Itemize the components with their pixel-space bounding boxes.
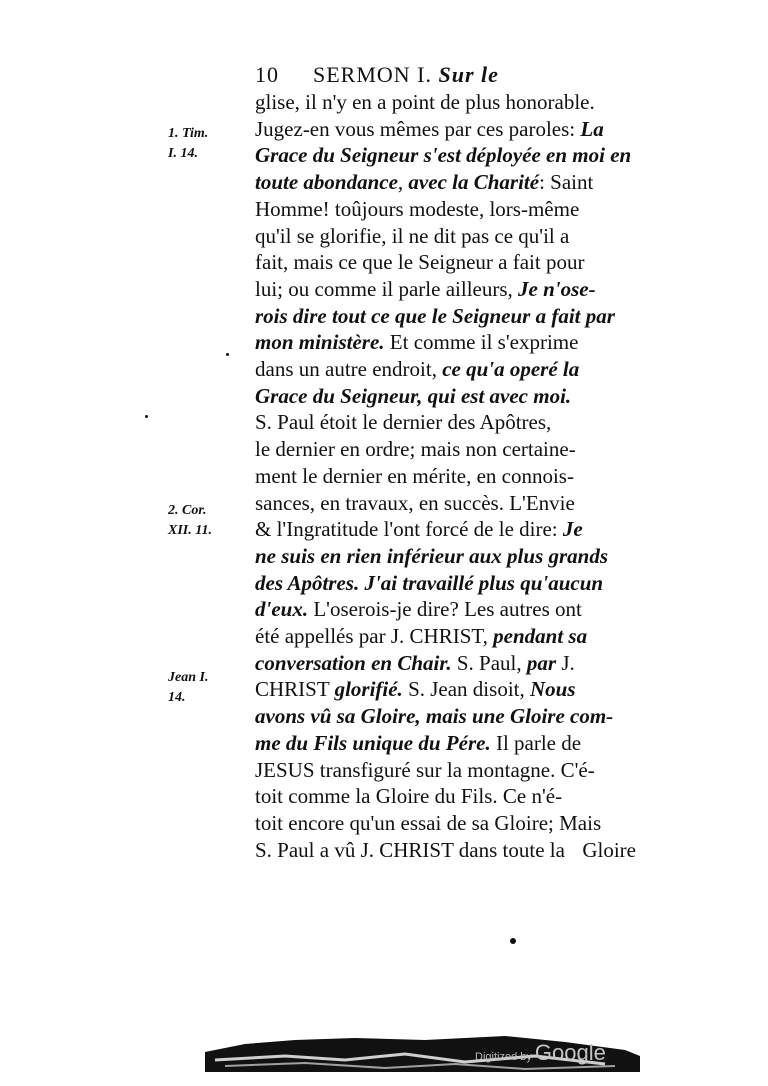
italic-segment: avec la Charité <box>408 170 540 195</box>
margin-reference: 2. Cor. <box>168 503 207 518</box>
text-segment: fait, mais ce que le Seigneur a fait pour <box>255 250 585 275</box>
margin-reference: I. 14. <box>168 146 198 161</box>
text-line <box>255 169 593 196</box>
catchword: Gloire <box>582 838 636 862</box>
text-segment: glise, il n'y en a point de plus honorable. <box>255 90 595 114</box>
text-segment: CHRIST <box>255 677 335 702</box>
italic-segment: mon ministère. <box>255 330 385 355</box>
italic-segment: ce qu'a operé la <box>442 357 580 381</box>
italic-segment: par <box>526 650 557 675</box>
text-line <box>255 757 595 784</box>
text-line <box>255 650 575 677</box>
italic-segment: rois dire tout ce que le Seigneur a fait par <box>255 303 615 328</box>
text-line <box>255 223 569 250</box>
text-segment: dans un autre endroit, <box>255 357 443 381</box>
text-segment: Homme! toûjours modeste, lors-même <box>255 196 580 221</box>
italic-segment: me du Fils unique du Pére. <box>255 730 491 755</box>
margin-reference: XII. 11. <box>168 523 212 538</box>
text-segment: S. Jean disoit, <box>402 677 530 702</box>
text-line <box>255 676 576 703</box>
page-number: 10 <box>255 62 279 87</box>
italic-segment: glorifié. <box>334 677 403 702</box>
text-segment: S. Paul a vû J. CHRIST dans toute la <box>255 837 565 862</box>
italic-segment: Je n'ose- <box>518 276 596 301</box>
text-segment: qu'il se glorifie, il ne dit pas ce qu'il a <box>255 223 570 248</box>
text-line <box>255 356 579 383</box>
text-segment: Et comme il s'exprime <box>384 330 579 355</box>
text-segment: Il parle de <box>490 730 582 755</box>
text-segment: S. Paul, <box>451 650 527 675</box>
text-segment: & l'Ingratitude l'ont forcé de le dire: <box>255 517 563 542</box>
text-line <box>255 810 601 837</box>
text-line <box>255 116 604 143</box>
text-line <box>255 249 584 276</box>
text-line <box>255 570 603 597</box>
text-segment: toit encore qu'un essai de sa Gloire; Mais <box>255 810 602 835</box>
text-line <box>255 383 571 410</box>
text-segment: ment le dernier en mérite, en connois- <box>255 463 574 488</box>
header-title: SERMON I. <box>313 62 433 87</box>
text-line <box>255 703 613 730</box>
header-title-italic: Sur le <box>438 62 499 87</box>
text-line <box>255 276 596 303</box>
text-line <box>255 303 615 330</box>
italic-segment: d'eux. <box>255 597 309 622</box>
text-line <box>255 837 565 864</box>
text-line <box>255 436 576 463</box>
margin-reference: 1. Tim. <box>168 126 209 141</box>
text-segment: L'oserois-je dire? Les autres ont <box>308 597 582 622</box>
italic-segment: conversation en Chair. <box>255 650 452 675</box>
text-segment: Jugez-en vous mêmes par ces paroles: <box>255 116 581 141</box>
watermark-prefix: Digitized by <box>475 1051 532 1063</box>
text-line <box>255 623 587 650</box>
digitized-watermark <box>475 1040 606 1066</box>
text-line <box>255 409 551 436</box>
text-line <box>255 596 582 623</box>
text-line <box>255 490 575 517</box>
italic-segment: toute abondance <box>255 170 398 195</box>
italic-segment: avons vû sa Gloire, mais une Gloire com- <box>255 704 614 729</box>
italic-segment: ne suis en rien inférieur aux plus grands <box>255 543 609 568</box>
text-segment: , <box>397 170 409 195</box>
text-segment: été appellés par J. CHRIST, <box>255 624 494 648</box>
margin-reference: Jean I. <box>168 670 209 685</box>
italic-segment: Grace du Seigneur, qui est avec moi. <box>255 383 572 408</box>
text-line <box>255 329 578 356</box>
text-segment: : Saint <box>539 170 594 195</box>
italic-segment: Grace du Seigneur s'est déployée en moi en <box>255 143 632 168</box>
text-segment: sances, en travaux, en succès. L'Envie <box>255 490 575 515</box>
italic-segment: Nous <box>529 677 576 702</box>
watermark-brand: Google <box>534 1040 606 1065</box>
ink-speck <box>226 353 229 356</box>
italic-segment: des Apôtres. J'ai travaillé plus qu'aucun <box>255 570 604 595</box>
text-line <box>255 463 574 490</box>
text-line <box>255 142 631 169</box>
ink-speck <box>510 938 516 944</box>
text-segment: JESUS transfiguré sur la montagne. C'é- <box>255 757 595 782</box>
text-segment: le dernier en ordre; mais non certaine- <box>255 437 576 462</box>
text-line <box>255 730 581 757</box>
text-line <box>255 516 583 543</box>
text-segment: lui; ou comme il parle ailleurs, <box>255 276 519 301</box>
italic-segment: pendant sa <box>493 624 588 648</box>
margin-reference: 14. <box>168 690 186 705</box>
ink-speck <box>145 415 148 418</box>
text-line <box>255 89 595 116</box>
text-line <box>255 783 562 810</box>
italic-segment: Je <box>562 517 583 542</box>
text-segment: J. <box>556 650 575 675</box>
text-line <box>255 196 579 223</box>
text-segment: toit comme la Gloire du Fils. Ce n'é- <box>255 784 563 809</box>
running-header <box>255 62 499 88</box>
text-segment: S. Paul étoit le dernier des Apôtres, <box>255 410 552 435</box>
italic-segment: La <box>580 116 604 141</box>
text-line <box>255 543 608 570</box>
